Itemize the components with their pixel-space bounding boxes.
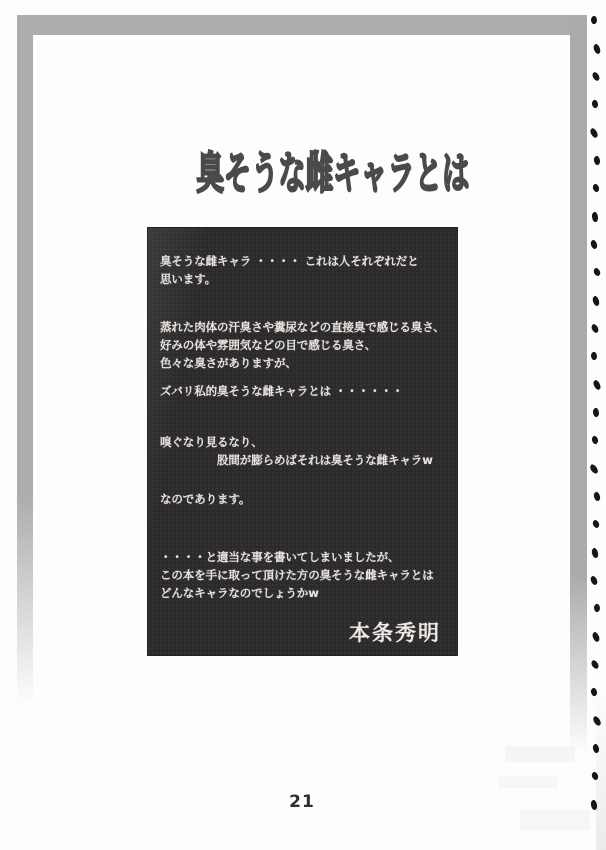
- scan-frame-right: [570, 15, 587, 753]
- panel-line: 臭そうな雌キャラ ・・・・ これは人それぞれだと: [160, 254, 419, 268]
- scan-smudge: [498, 776, 558, 788]
- binding-mark: [592, 267, 602, 277]
- binding-mark: [591, 295, 601, 307]
- panel-line: ズバリ私的臭そうな雌キャラとは ・・・・・・: [160, 384, 404, 398]
- panel-line: 嗅ぐなり見るなり、: [160, 435, 263, 449]
- panel-line: 股間が膨らめばそれは臭そうな雌キャラw: [160, 453, 433, 467]
- scan-edge-shade: [596, 690, 606, 850]
- panel-paragraph: [160, 490, 445, 508]
- panel-line: この本を手に取って頂けた方の臭そうな雌キャラとは: [160, 568, 434, 582]
- panel-paragraph: [160, 433, 445, 469]
- scan-frame-top: [17, 15, 587, 35]
- binding-mark: [591, 519, 601, 529]
- panel-paragraphs: [160, 252, 445, 602]
- scan-smudge: [505, 746, 575, 762]
- binding-mark: [588, 463, 599, 474]
- binding-mark: [591, 211, 600, 222]
- binding-mark: [592, 407, 600, 417]
- binding-mark: [590, 323, 600, 334]
- panel-paragraph: [160, 252, 445, 288]
- author-signature: 本条秀明: [349, 621, 441, 645]
- binding-mark: [589, 127, 600, 139]
- panel-line: なのであります。: [160, 492, 251, 506]
- binding-mark: [589, 239, 599, 250]
- panel-paragraph: [160, 318, 445, 372]
- binding-mark: [593, 155, 602, 166]
- panel-line: 好みの体や雰囲気などの目で感じる臭さ、: [160, 338, 377, 352]
- panel-paragraph: [160, 382, 445, 400]
- scan-smudge: [520, 810, 590, 830]
- text-panel: [147, 227, 458, 656]
- panel-line: 蒸れた肉体の汗臭さや糞尿などの直接臭で感じる臭さ、: [160, 320, 445, 334]
- panel-line: どんなキャラなのでしょうかw: [160, 586, 319, 600]
- panel-paragraph: [160, 548, 445, 602]
- binding-mark: [591, 71, 601, 82]
- binding-mark: [592, 491, 601, 502]
- panel-line: 色々な臭さがありますが、: [160, 356, 297, 370]
- binding-mark: [592, 379, 603, 391]
- binding-mark: [590, 547, 599, 559]
- binding-mark: [593, 603, 601, 612]
- scan-frame-left: [17, 15, 33, 705]
- binding-mark: [590, 351, 598, 361]
- binding-mark: [590, 15, 598, 24]
- page-number: 21: [289, 792, 315, 812]
- page-title: 臭そうな雌キャラとは: [196, 148, 470, 199]
- binding-mark: [589, 575, 599, 586]
- binding-mark: [592, 43, 602, 55]
- panel-line: ・・・・と適当な事を書いてしまいましたが、: [160, 550, 400, 564]
- binding-mark: [591, 99, 600, 109]
- panel-line: 思います。: [160, 272, 217, 286]
- binding-mark: [590, 659, 601, 670]
- binding-mark: [590, 435, 599, 445]
- binding-mark: [591, 183, 600, 193]
- binding-mark: [591, 631, 601, 643]
